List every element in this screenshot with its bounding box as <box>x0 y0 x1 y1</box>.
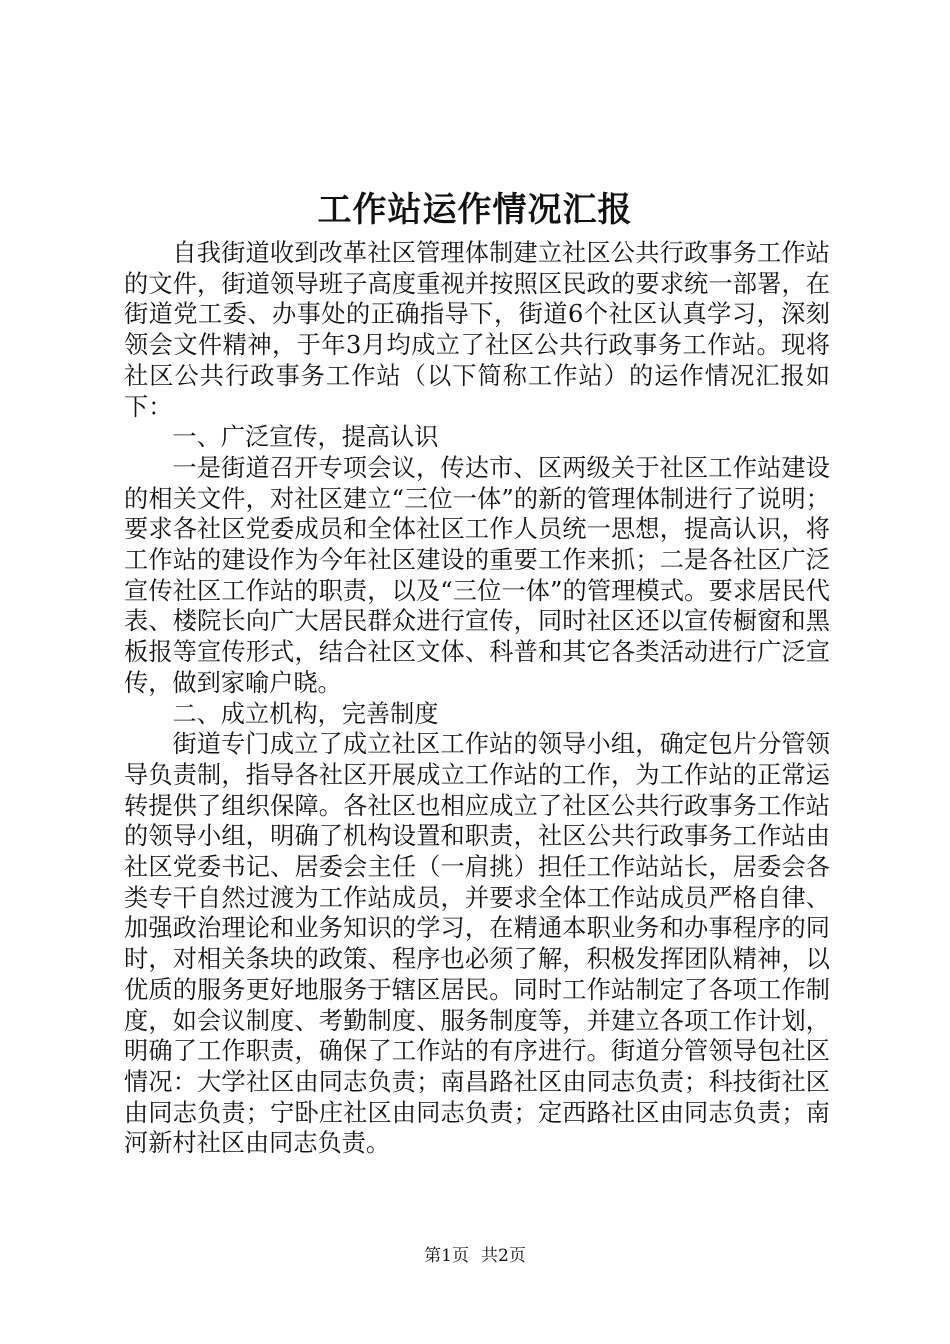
section-2-paragraph: 街道专门成立了成立社区工作站的领导小组，确定包片分管领导负责制，指导各社区开展成立工作站的工作，为工作站的正常运转提供了组织保障。各社区也相应成立了社区公共行政事务工作站的领导小组，明确了机构设置和职责，社区公共行政事务工作站由社区党委书记、居委会主任（一肩挑）担任工作站站长，居委会各类专干自然过渡为工作站成员，并要求全体工作站成员严格自律、加强政治理论和业务知识的学习，在精通本职业务和办事程序的同时，对相关条块的政策、程序也必须了解，积极发挥团队精神，以优质的服务更好地服务于辖区居民。同时工作站制定了各项工作制度，如会议制度、考勤制度、服务制度等，并建立各项工作计划，明确了工作职责，确保了工作站的有序进行。街道分管领导包社区情况：大学社区由同志负责；南昌路社区由同志负责；科技街社区由同志负责；宁卧庄社区由同志负责；定西路社区由同志负责；南河新村社区由同志负责。 <box>124 730 830 1158</box>
document-body <box>124 238 830 1159</box>
section-heading-2: 二、成立机构，完善制度 <box>172 699 439 728</box>
intro-paragraph: 自我街道收到改革社区管理体制建立社区公共行政事务工作站的文件，街道领导班子高度重视并按照区民政的要求统一部署，在街道党工委、办事处的正确指导下，街道6个社区认真学习，深刻领会文件精神，于年3月均成立了社区公共行政事务工作站。现将社区公共行政事务工作站（以下简称工作站）的运作情况汇报如下： <box>124 239 830 421</box>
section-heading-1: 一、广泛宣传，提高认识 <box>172 423 439 452</box>
section-1-paragraph: 一是街道召开专项会议，传达市、区两级关于社区工作站建设的相关文件，对社区建立“三位一体”的新的管理体制进行了说明；要求各社区党委成员和全体社区工作人员统一思想，提高认识，将工作站的建设作为今年社区建设的重要工作来抓；二是各社区广泛宣传社区工作站的职责，以及“三位一体”的管理模式。要求居民代表、楼院长向广大居民群众进行宣传，同时社区还以宣传橱窗和黑板报等宣传形式，结合社区文体、科普和其它各类活动进行广泛宣传，做到家喻户晓。 <box>124 453 830 697</box>
page-footer <box>0 1244 950 1268</box>
page-total: 共2页 <box>481 1246 526 1266</box>
document-title: 工作站运作情况汇报 <box>317 190 633 230</box>
page-number: 第1页 <box>424 1246 469 1266</box>
